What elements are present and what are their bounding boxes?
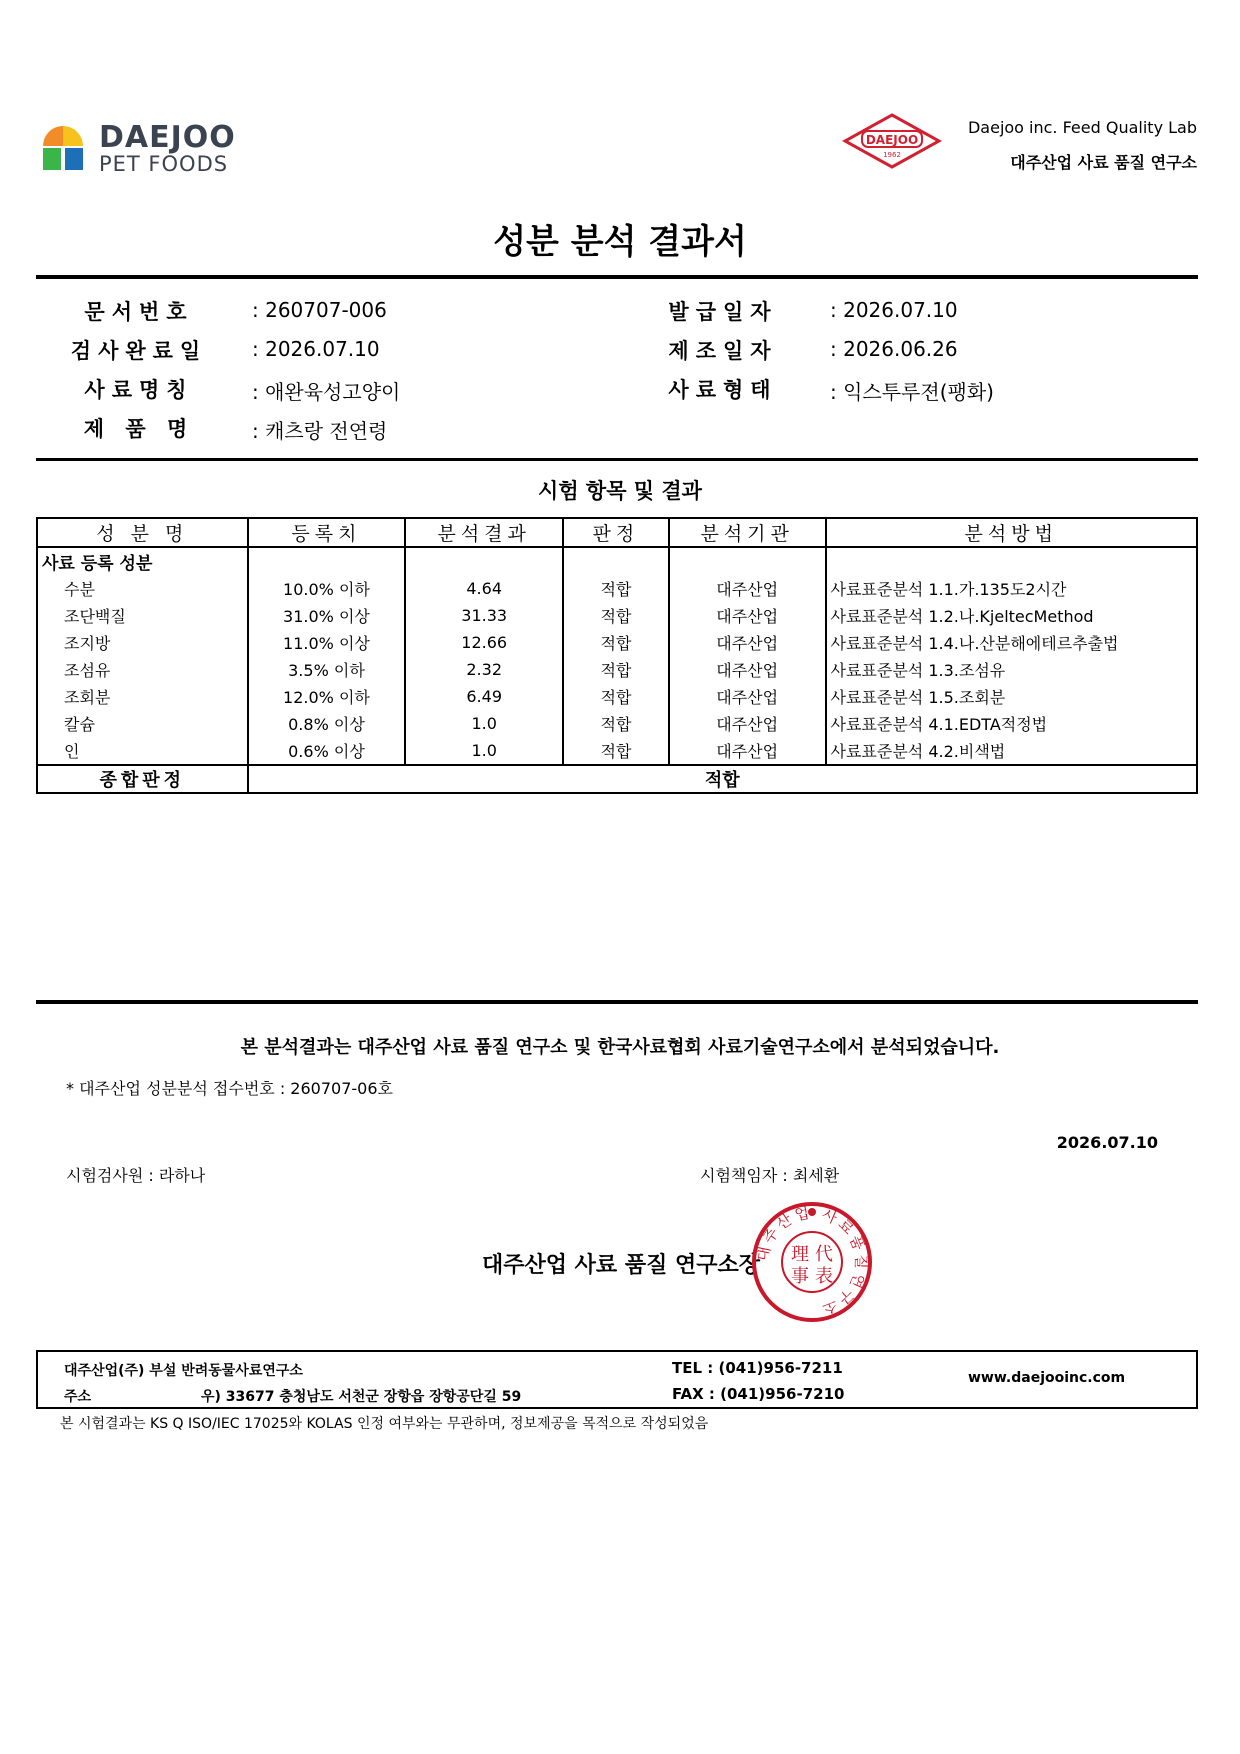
- cell-judgement: 적합: [563, 575, 669, 602]
- doc-no-value: : 260707-006: [252, 298, 387, 322]
- cell-registered: 0.6% 이상: [248, 737, 406, 765]
- cell-judgement: 적합: [563, 737, 669, 765]
- col-header-name: 성 분 명: [37, 518, 248, 547]
- cell-name: 조단백질: [37, 602, 248, 629]
- footer-tel: TEL : (041)956-7211: [672, 1359, 843, 1377]
- cell-method: 사료표준분석 1.4.나.산분해에테르추출법: [826, 629, 1197, 656]
- analysis-statement: 본 분석결과는 대주산업 사료 품질 연구소 및 한국사료협회 사료기술연구소에서 분석되었습니다.: [240, 1037, 1000, 1058]
- total-label: 종합판정: [37, 765, 248, 793]
- cell-registered: 11.0% 이상: [248, 629, 406, 656]
- footer-address-label: 주소: [64, 1389, 92, 1405]
- product-value: : 캐츠랑 전연령: [252, 419, 388, 443]
- lab-name-korean: 대주산업 사료 품질 연구소: [1010, 153, 1197, 172]
- cell-name: 칼슘: [37, 710, 248, 737]
- contact-footer: [36, 1350, 1198, 1409]
- receipt-number: * 대주산업 성분분석 접수번호 : 260707-06호: [66, 1079, 393, 1098]
- col-header-judgement: 판정: [563, 518, 669, 547]
- issue-date-label: 발급일자: [668, 300, 778, 324]
- lab-name-english: Daejoo inc. Feed Quality Lab: [967, 118, 1197, 137]
- mfg-date-label: 제조일자: [668, 339, 778, 363]
- table-group-row: [37, 547, 1197, 575]
- total-value: 적합: [248, 765, 1197, 793]
- cell-registered: 3.5% 이하: [248, 656, 406, 683]
- cell-result: 6.49: [405, 683, 563, 710]
- table-row: [37, 737, 1197, 765]
- mfg-date-value: : 2026.06.26: [830, 337, 958, 361]
- doc-no-label: 문서번호: [84, 300, 194, 324]
- cell-registered: 12.0% 이하: [248, 683, 406, 710]
- table-row: [37, 575, 1197, 602]
- feed-name-label: 사료명칭: [84, 378, 194, 402]
- director-title: 대주산업 사료 품질 연구소장: [482, 1253, 761, 1278]
- col-header-result: 분석결과: [405, 518, 563, 547]
- cell-agency: 대주산업: [669, 710, 826, 737]
- cell-judgement: 적합: [563, 656, 669, 683]
- cell-name: 조회분: [37, 683, 248, 710]
- sign-date: 2026.07.10: [1056, 1133, 1158, 1152]
- cell-name: 조지방: [37, 629, 248, 656]
- product-label: 제 품 명: [83, 417, 195, 441]
- footer-org: 대주산업(주) 부설 반려동물사료연구소: [64, 1363, 303, 1379]
- seal-char: 表: [815, 1266, 833, 1287]
- cell-judgement: 적합: [563, 710, 669, 737]
- table-row: [37, 602, 1197, 629]
- tester-name: 시험검사원 : 라하나: [66, 1166, 206, 1185]
- emblem-text: DAEJOO: [865, 133, 919, 147]
- feed-name-value: : 애완육성고양이: [252, 380, 401, 404]
- seal-ring-text: 대주산업 사료품질연구소: [753, 1203, 871, 1320]
- cell-method: 사료표준분석 4.1.EDTA적정법: [826, 710, 1197, 737]
- disclaimer-note: 본 시험결과는 KS Q ISO/IEC 17025와 KOLAS 인정 여부와는 무관하며, 정보제공을 목적으로 작성되었음: [60, 1416, 709, 1432]
- cell-agency: 대주산업: [669, 656, 826, 683]
- results-section-title: 시험 항목 및 결과: [538, 479, 702, 503]
- seal-char: 理: [791, 1244, 809, 1265]
- cell-name: 수분: [37, 575, 248, 602]
- cell-result: 31.33: [405, 602, 563, 629]
- cell-name: 조섬유: [37, 656, 248, 683]
- cell-method: 사료표준분석 1.1.가.135도2시간: [826, 575, 1197, 602]
- cell-name: 인: [37, 737, 248, 765]
- cell-registered: 10.0% 이하: [248, 575, 406, 602]
- cell-agency: 대주산업: [669, 683, 826, 710]
- cell-result: 12.66: [405, 629, 563, 656]
- table-row: [37, 656, 1197, 683]
- cell-judgement: 적합: [563, 602, 669, 629]
- issue-date-value: : 2026.07.10: [830, 298, 958, 322]
- col-header-method: 분석방법: [826, 518, 1197, 547]
- cell-method: 사료표준분석 1.3.조섬유: [826, 656, 1197, 683]
- cell-agency: 대주산업: [669, 575, 826, 602]
- cell-registered: 0.8% 이상: [248, 710, 406, 737]
- seal-char: 事: [791, 1266, 809, 1287]
- col-header-registered: 등록치: [248, 518, 406, 547]
- cell-agency: 대주산업: [669, 602, 826, 629]
- cell-judgement: 적합: [563, 683, 669, 710]
- cell-agency: 대주산업: [669, 629, 826, 656]
- responsible-name: 시험책임자 : 최세환: [700, 1166, 840, 1185]
- seal-char: 代: [815, 1244, 833, 1265]
- cell-method: 사료표준분석 4.2.비색법: [826, 737, 1197, 765]
- feed-form-value: : 익스투루젼(팽화): [830, 380, 994, 404]
- cell-method: 사료표준분석 1.5.조회분: [826, 683, 1197, 710]
- table-row: [37, 710, 1197, 737]
- cell-result: 2.32: [405, 656, 563, 683]
- cell-registered: 31.0% 이상: [248, 602, 406, 629]
- table-total-row: [37, 765, 1197, 793]
- logo-text-secondary: PET FOODS: [99, 152, 229, 176]
- logo-text-primary: DAEJOO: [99, 120, 236, 155]
- results-table: [36, 517, 1198, 794]
- table-row: [37, 629, 1197, 656]
- cell-method: 사료표준분석 1.2.나.KjeltecMethod: [826, 602, 1197, 629]
- emblem-year: 1962: [883, 151, 901, 159]
- cell-result: 1.0: [405, 737, 563, 765]
- cell-judgement: 적합: [563, 629, 669, 656]
- cell-result: 1.0: [405, 710, 563, 737]
- table-header-row: [37, 518, 1197, 547]
- footer-fax: FAX : (041)956-7210: [672, 1385, 845, 1403]
- test-done-label: 검사완료일: [70, 339, 208, 363]
- col-header-agency: 분석기관: [669, 518, 826, 547]
- footer-address: 우) 33677 충청남도 서천군 장항읍 장항공단길 59: [201, 1389, 522, 1405]
- cell-agency: 대주산업: [669, 737, 826, 765]
- table-row: [37, 683, 1197, 710]
- footer-website: www.daejooinc.com: [968, 1370, 1126, 1386]
- company-logo: [43, 122, 253, 178]
- info-divider: [36, 458, 1198, 461]
- document-title: 성분 분석 결과서: [493, 222, 747, 262]
- official-seal-icon: [750, 1200, 874, 1324]
- test-done-value: : 2026.07.10: [252, 337, 380, 361]
- feed-form-label: 사료형태: [668, 378, 778, 402]
- logo-mark-icon: [43, 126, 83, 170]
- results-divider: [36, 1000, 1198, 1004]
- group-label: 사료 등록 성분: [37, 547, 248, 575]
- title-divider: [36, 275, 1198, 279]
- cell-result: 4.64: [405, 575, 563, 602]
- daejoo-emblem-icon: [842, 113, 942, 169]
